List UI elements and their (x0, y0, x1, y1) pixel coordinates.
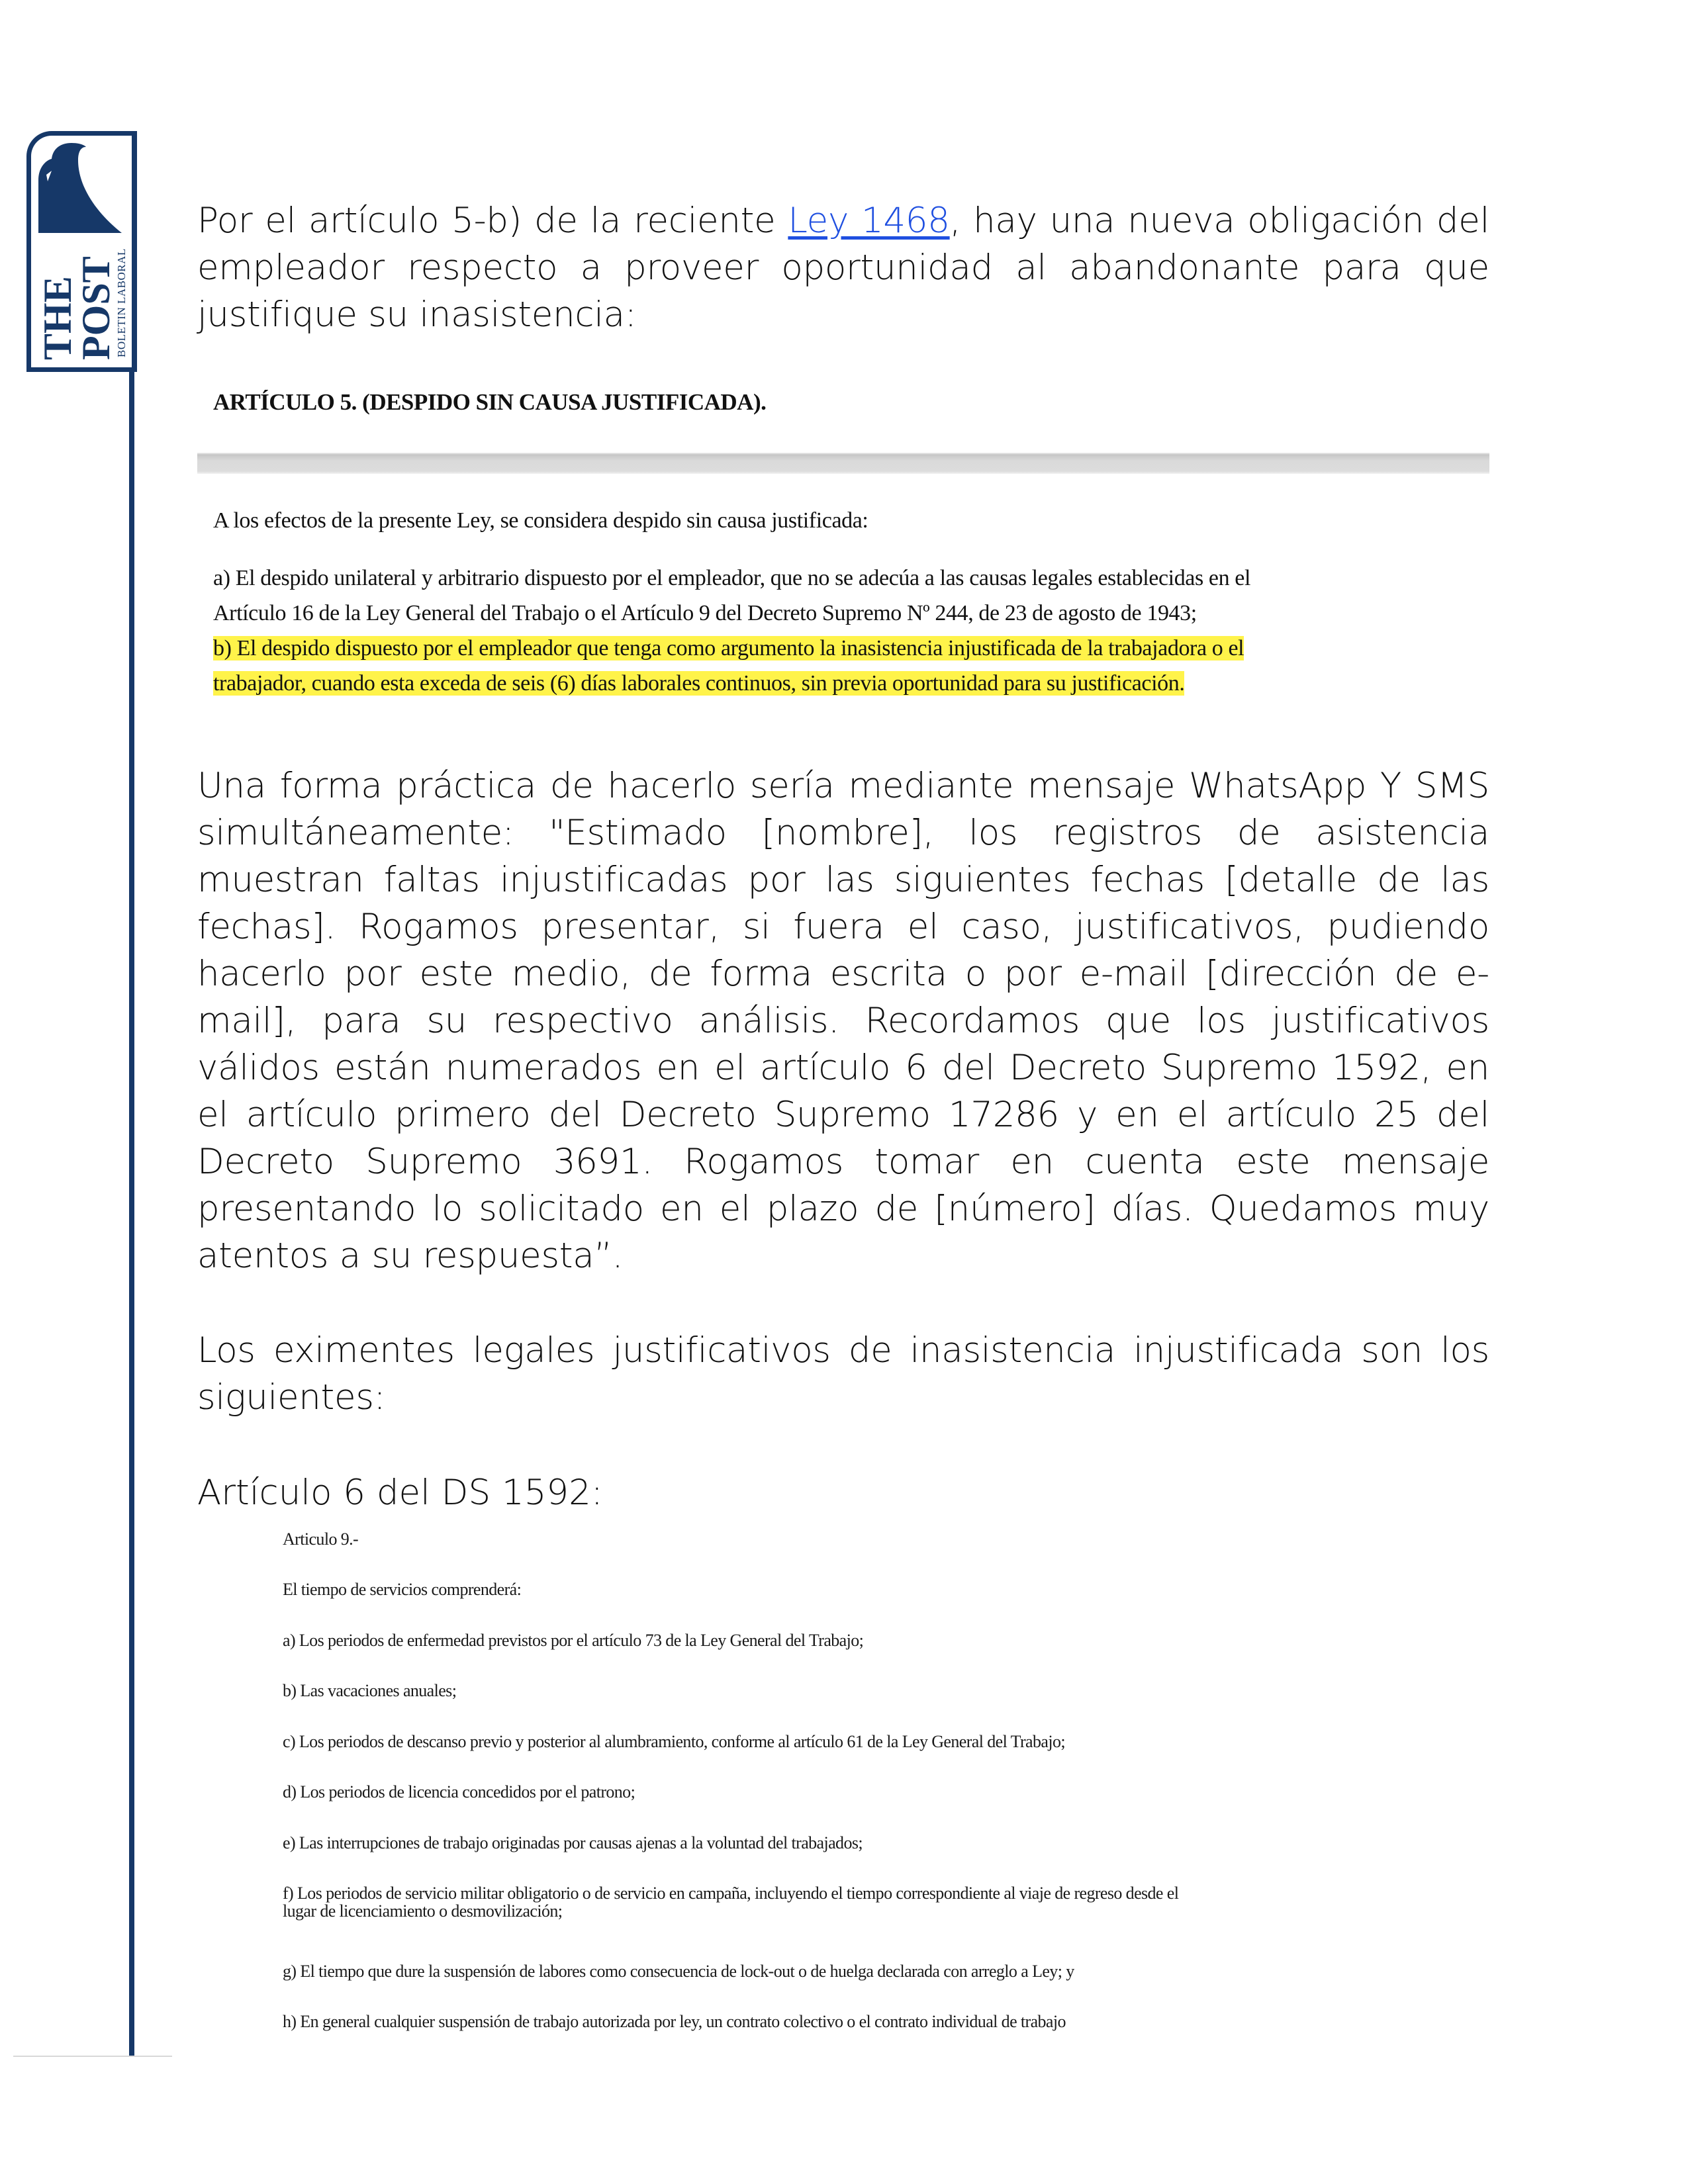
eximentes-paragraph: Los eximentes legales justificativos de inasistencia injustificada son los siguientes: (197, 1330, 1489, 1418)
intro-paragraph (197, 197, 1489, 338)
ds-1592-heading: Artículo 6 del DS 1592: (197, 1473, 603, 1513)
ds-item-f-line1: f) Los periodos de servicio militar obligatorio o de servicio en campaña, incluyendo el tiempo correspondiente al viaje de regreso desde el (283, 1884, 1179, 1903)
message-paragraph: Una forma práctica de hacerlo sería mediante mensaje WhatsApp Y SMS simultáneamente: "Estimado [nombre], los registros de asistencia muestran faltas injustificadas por las siguientes fechas [detalle de las fechas]. Rogamos presentar, si fuera el caso, justificativos, pudiendo hacerlo por este medio, de forma escrita o por e-mail [dirección de e-mail], para su respectivo análisis. Recordamos que los justificativos válidos están numerados en el artículo 6 del Decreto Supremo 1592, en el artículo primero del Decreto Supremo 17286 y en el artículo 25 del Decreto Supremo 3691. Rogamos tomar en cuenta este mensaje presentando lo solicitado en el plazo de [número] días. Quedamos muy atentos a su respuesta”. (197, 766, 1489, 1276)
sidebar-rule (129, 367, 134, 2056)
law-item-b-line2-highlighted: trabajador, cuando esta exceda de seis (6) días laborales continuos, sin previa oportunidad para su justificación. (213, 671, 1185, 696)
footer-divider (13, 2056, 172, 2057)
logo-wordmark (38, 240, 131, 359)
intro-text-before: Por el artículo 5-b) de la reciente (197, 201, 788, 241)
ds-item-f-line2: lugar de licenciamiento o desmovilización; (283, 1901, 563, 1921)
logo-title-post: POST (74, 256, 118, 360)
law-excerpt-intro: A los efectos de la presente Ley, se considera despido sin causa justificada: (213, 508, 868, 533)
ds-excerpt-title: Articulo 9.- (283, 1529, 359, 1549)
logo-title-the: THE (36, 276, 79, 360)
ds-item-a: a) Los periodos de enfermedad previstos por el artículo 73 de la Ley General del Trabajo; (283, 1631, 864, 1650)
ds-item-d: d) Los periodos de licencia concedidos por el patrono; (283, 1782, 635, 1801)
eagle-icon (37, 140, 123, 233)
ds-excerpt-intro: El tiempo de servicios comprenderá: (283, 1580, 522, 1599)
logo-subtitle: BOLETIN LABORAL (115, 248, 128, 357)
intro-text-after: , hay una nueva obligación del empleador respecto a proveer oportunidad al abandonante para que justifique su inasistencia: (197, 201, 1489, 335)
law-excerpt-body (213, 503, 1471, 701)
excerpt-divider-bar (197, 453, 1489, 474)
ds-item-h: h) En general cualquier suspensión de trabajo autorizada por ley, un contrato colectivo o el contrato individual de trabajo (283, 2012, 1066, 2031)
law-excerpt-title: ARTÍCULO 5. (DESPIDO SIN CAUSA JUSTIFICADA). (213, 389, 767, 415)
ds-item-c: c) Los periodos de descanso previo y posterior al alumbramiento, conforme al artículo 61 de la Ley General del Trabajo; (283, 1732, 1065, 1751)
ds-item-e: e) Las interrupciones de trabajo originadas por causas ajenas a la voluntad del trabajados; (283, 1833, 863, 1852)
law-item-b-line1-highlighted: b) El despido dispuesto por el empleador que tenga como argumento la inasistencia injustificada de la trabajadora o el (213, 636, 1244, 660)
ley-1468-link[interactable]: Ley 1468 (788, 201, 950, 241)
law-item-a-line2: Artículo 16 de la Ley General del Trabajo o el Artículo 9 del Decreto Supremo Nº 244, de 23 de agosto de 1943; (213, 601, 1197, 625)
ds-item-b: b) Las vacaciones anuales; (283, 1681, 457, 1700)
ds-item-g: g) El tiempo que dure la suspensión de labores como consecuencia de lock-out o de huelga declarada con arreglo a Ley; y (283, 1962, 1074, 1981)
law-item-a-line1: a) El despido unilateral y arbitrario dispuesto por el empleador, que no se adecúa a las causas legales establecidas en el (213, 566, 1251, 590)
